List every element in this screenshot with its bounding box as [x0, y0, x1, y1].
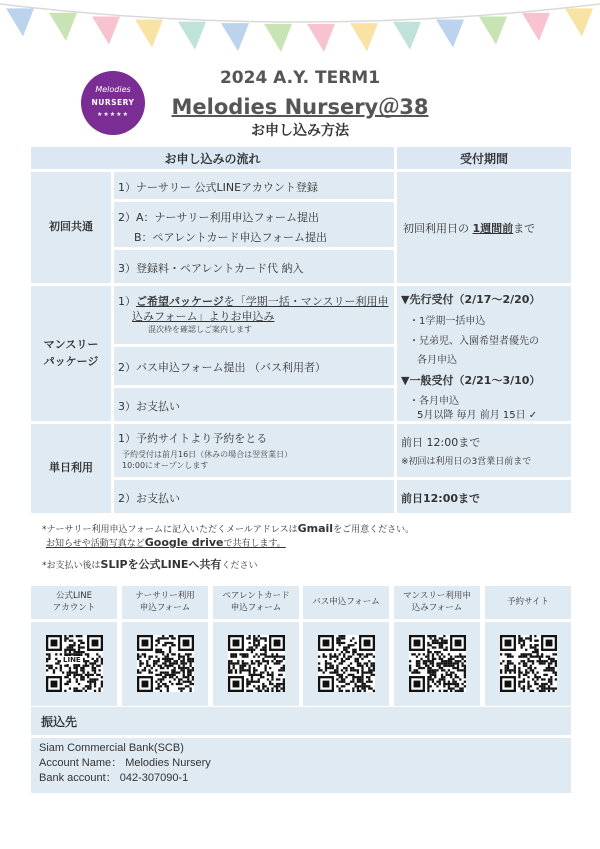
bank-title: 振込先	[31, 707, 571, 735]
initial-period-text: 初回利用日の 1週間前まで	[403, 222, 536, 235]
bank-details	[31, 738, 571, 793]
initial-period	[397, 172, 571, 283]
monthly-step-3	[114, 388, 394, 421]
category-single: 単日利用	[31, 424, 111, 513]
category-monthly	[31, 286, 111, 421]
initial-step-3	[114, 250, 394, 283]
bunting-flag	[479, 17, 507, 45]
qr-code-icon[interactable]	[137, 635, 194, 692]
qr-code-icon[interactable]	[318, 635, 375, 692]
initial-step-1	[114, 172, 394, 199]
initial-step-1-text: 1）ナーサリー 公式LINEアカウント登録	[118, 181, 318, 194]
single-step-2	[114, 480, 394, 513]
early-item-3: 各月申込	[417, 355, 457, 366]
bunting-flag	[307, 24, 335, 52]
note-google-drive: お知らせや活動写真などGoogle driveで共有します。	[46, 536, 286, 549]
monthly-period	[397, 286, 571, 421]
page-subtitle: お申し込み方法	[251, 123, 349, 139]
bunting-flag	[92, 16, 120, 44]
qr-code-icon[interactable]	[500, 635, 557, 692]
initial-step-2b-text: B：ペアレントカード申込フォーム提出	[134, 231, 327, 244]
monthly-step-1-line1: 1）ご希望パッケージを「学期一括・マンスリー利用申	[118, 295, 389, 308]
bank-account-number: Bank account： 042-307090-1	[39, 772, 189, 784]
term-title: 2024 A.Y. TERM1	[219, 68, 381, 88]
logo-text-nursery: NURSERY	[91, 98, 135, 107]
monthly-step-2-text: 2）バス申込フォーム提出 （バス利用者）	[118, 361, 326, 374]
general-title: ▼一般受付（2/21〜3/10）	[401, 374, 541, 387]
logo-stars: ★★★★★	[97, 111, 129, 118]
initial-step-2	[114, 202, 394, 247]
bunting-decoration	[0, 0, 600, 70]
logo-text-melodies: Melodies	[95, 85, 131, 94]
bunting-flag	[350, 23, 378, 51]
monthly-step-2	[114, 347, 394, 385]
early-item-1: ・1学期一括申込	[409, 316, 486, 327]
note-slip: *お支払い後はSLIPを公式LINEへ共有ください	[42, 558, 258, 571]
header-flow: お申し込みの流れ	[31, 147, 394, 169]
early-title: ▼先行受付（2/17〜2/20）	[401, 293, 541, 306]
single-period-2	[397, 480, 571, 513]
note-gmail: *ナーサリー利用申込フォームに記入いただくメールアドレスはGmailをご用意ください。	[42, 522, 415, 535]
monthly-step-1	[114, 286, 394, 344]
nursery-name-text: Melodies Nursery＠38	[171, 95, 429, 119]
single-step-2-text: 2）お支払い	[118, 492, 180, 505]
category-monthly-line2: パッケージ	[43, 354, 99, 368]
qr-code-icon[interactable]	[409, 635, 466, 692]
header-period: 受付期間	[397, 147, 571, 169]
line-badge: LINE	[63, 656, 81, 664]
bank-name: Siam Commercial Bank(SCB)	[39, 742, 184, 754]
general-item-1: ・各月申込	[409, 396, 459, 407]
bunting-flag	[522, 13, 550, 41]
bunting-flag	[135, 19, 163, 47]
single-period-1-text: 前日 12:00まで	[401, 436, 481, 449]
single-period-1-note: ※初回は利用日の3営業日前まで	[401, 457, 532, 467]
bunting-flag	[565, 8, 593, 36]
monthly-step-3-text: 3）お支払い	[118, 400, 180, 413]
bunting-flag	[264, 24, 292, 52]
single-step-1-note1: 予約受付は前月16日（休みの場合は翌営業日）	[122, 450, 293, 459]
bunting-flag	[221, 23, 249, 51]
initial-step-2a-text: 2）A：ナーサリー利用申込フォーム提出	[118, 211, 319, 224]
category-initial: 初回共通	[31, 172, 111, 283]
bank-account-name: Account Name： Melodies Nursery	[39, 757, 211, 769]
monthly-step-1-line2: 込みフォーム」よりお申込み	[132, 310, 275, 323]
single-period-2-text: 前日12:00まで	[401, 492, 481, 505]
initial-step-3-text: 3）登録料・ペアレントカード代 納入	[118, 262, 304, 275]
single-step-1-note2: 10:00にオープンします	[122, 461, 209, 470]
single-step-1-text: 1）予約サイトより予約をとる	[118, 432, 268, 445]
monthly-step-1-note: 混次枠を確認しご案内します	[148, 325, 252, 334]
single-step-1	[114, 424, 394, 477]
general-item-2: 5月以降 毎月 前月 15日 ✓	[417, 410, 538, 421]
bunting-flag	[178, 22, 206, 50]
nursery-name	[0, 91, 600, 121]
single-period-1	[397, 424, 571, 477]
category-monthly-line1: マンスリー	[43, 338, 99, 351]
early-item-2: ・兄弟児、入園希望者優先の	[409, 336, 539, 347]
bunting-flag	[6, 8, 34, 36]
bunting-flag	[436, 20, 464, 48]
qr-code-icon[interactable]	[228, 635, 285, 692]
bunting-flag	[393, 22, 421, 50]
bunting-flag	[49, 13, 77, 41]
